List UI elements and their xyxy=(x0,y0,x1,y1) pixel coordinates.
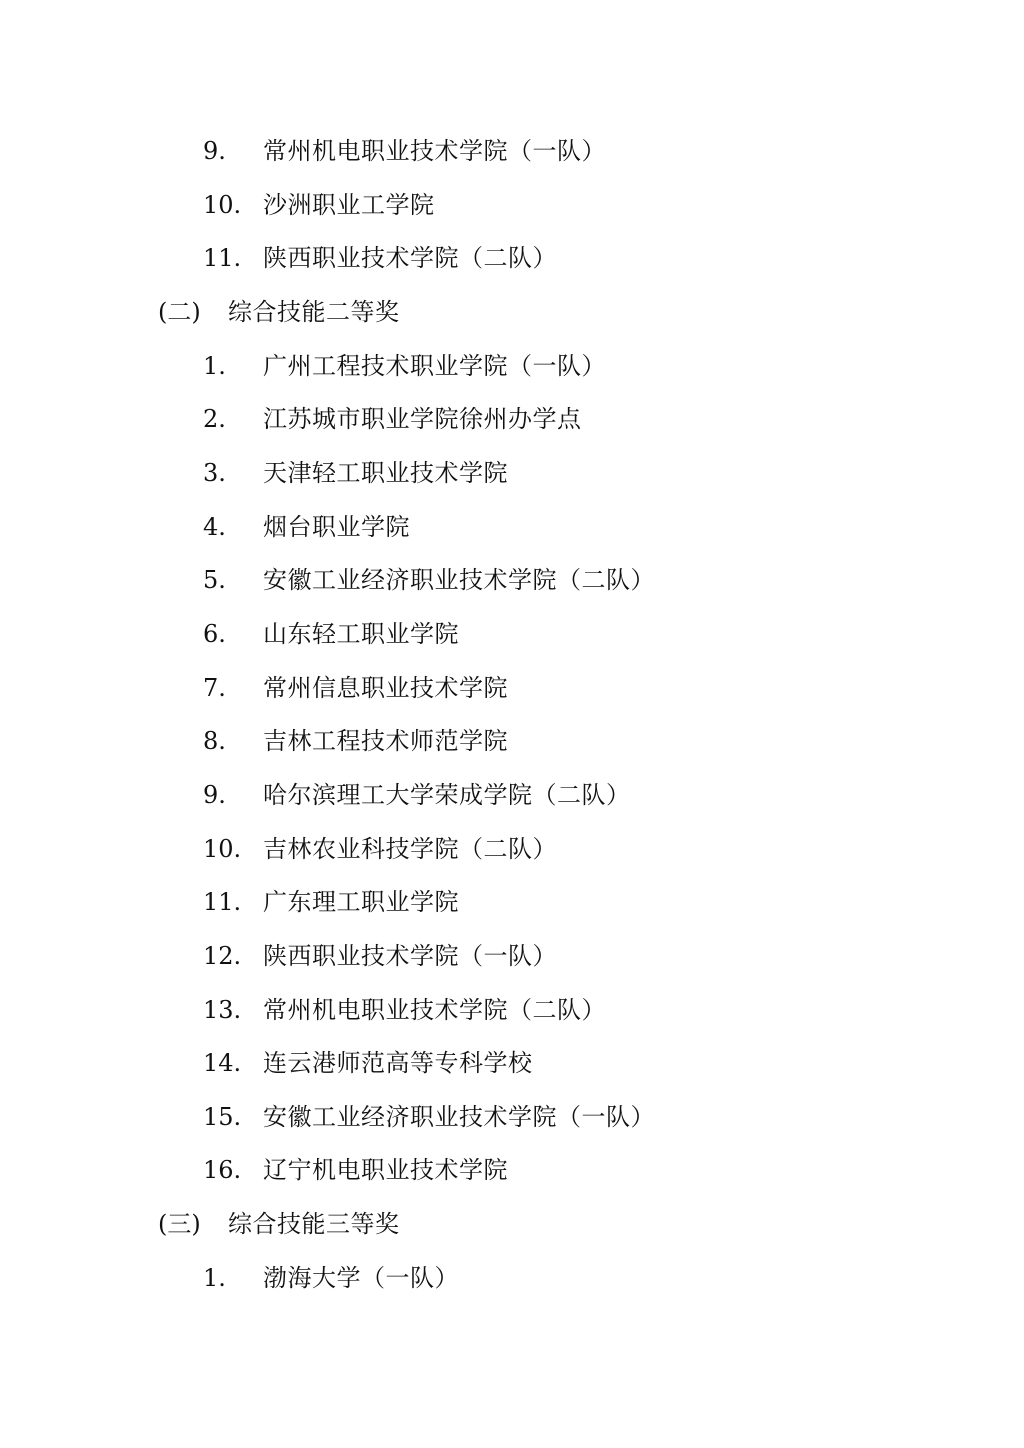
item-name: 陕西职业技术学院（一队） xyxy=(263,942,557,970)
list-item xyxy=(0,1150,1024,1190)
item-number: 10. xyxy=(203,191,242,219)
item-name: 山东轻工职业学院 xyxy=(263,620,459,648)
list-item xyxy=(0,775,1024,815)
section-title: 综合技能二等奖 xyxy=(228,298,400,326)
item-name: 吉林工程技术师范学院 xyxy=(263,727,508,755)
list-item xyxy=(0,882,1024,922)
item-number: 11. xyxy=(203,244,242,272)
list-item xyxy=(0,936,1024,976)
list-item xyxy=(0,560,1024,600)
item-number: 9. xyxy=(203,781,226,809)
item-number: 3. xyxy=(203,459,226,487)
item-number: 10. xyxy=(203,835,242,863)
item-number: 11. xyxy=(203,888,242,916)
item-number: 4. xyxy=(203,513,226,541)
item-name: 安徽工业经济职业技术学院（一队） xyxy=(263,1103,655,1131)
item-name: 天津轻工职业技术学院 xyxy=(263,459,508,487)
list-item xyxy=(0,1043,1024,1083)
item-name: 广东理工职业学院 xyxy=(263,888,459,916)
item-name: 沙洲职业工学院 xyxy=(263,191,435,219)
list-item xyxy=(0,507,1024,547)
section-heading xyxy=(0,1204,1024,1244)
item-name: 渤海大学（一队） xyxy=(263,1264,459,1292)
item-number: 15. xyxy=(203,1103,242,1131)
item-number: 6. xyxy=(203,620,226,648)
list-item xyxy=(0,721,1024,761)
item-name: 辽宁机电职业技术学院 xyxy=(263,1156,508,1184)
item-name: 吉林农业科技学院（二队） xyxy=(263,835,557,863)
item-name: 广州工程技术职业学院（一队） xyxy=(263,352,606,380)
item-name: 连云港师范高等专科学校 xyxy=(263,1049,533,1077)
item-name: 江苏城市职业学院徐州办学点 xyxy=(263,405,582,433)
item-name: 安徽工业经济职业技术学院（二队） xyxy=(263,566,655,594)
item-number: 5. xyxy=(203,566,226,594)
section-title: 综合技能三等奖 xyxy=(228,1210,400,1238)
item-number: 13. xyxy=(203,996,242,1024)
list-item xyxy=(0,185,1024,225)
list-item xyxy=(0,614,1024,654)
list-item xyxy=(0,453,1024,493)
item-name: 哈尔滨理工大学荣成学院（二队） xyxy=(263,781,631,809)
list-item xyxy=(0,1097,1024,1137)
item-number: 1. xyxy=(203,352,226,380)
list-item xyxy=(0,829,1024,869)
item-name: 常州信息职业技术学院 xyxy=(263,674,508,702)
list-item xyxy=(0,990,1024,1030)
item-name: 陕西职业技术学院（二队） xyxy=(263,244,557,272)
item-number: 2. xyxy=(203,405,226,433)
item-number: 12. xyxy=(203,942,242,970)
list-item xyxy=(0,668,1024,708)
item-number: 8. xyxy=(203,727,226,755)
section-number: (二) xyxy=(158,298,201,326)
list-item xyxy=(0,131,1024,171)
item-name: 常州机电职业技术学院（二队） xyxy=(263,996,606,1024)
list-item xyxy=(0,399,1024,439)
list-item xyxy=(0,346,1024,386)
list-item xyxy=(0,1258,1024,1298)
item-name: 烟台职业学院 xyxy=(263,513,410,541)
list-item xyxy=(0,238,1024,278)
item-number: 9. xyxy=(203,137,226,165)
item-number: 7. xyxy=(203,674,226,702)
item-number: 16. xyxy=(203,1156,242,1184)
item-number: 14. xyxy=(203,1049,242,1077)
section-number: (三) xyxy=(158,1210,201,1238)
section-heading xyxy=(0,292,1024,332)
item-number: 1. xyxy=(203,1264,226,1292)
item-name: 常州机电职业技术学院（一队） xyxy=(263,137,606,165)
